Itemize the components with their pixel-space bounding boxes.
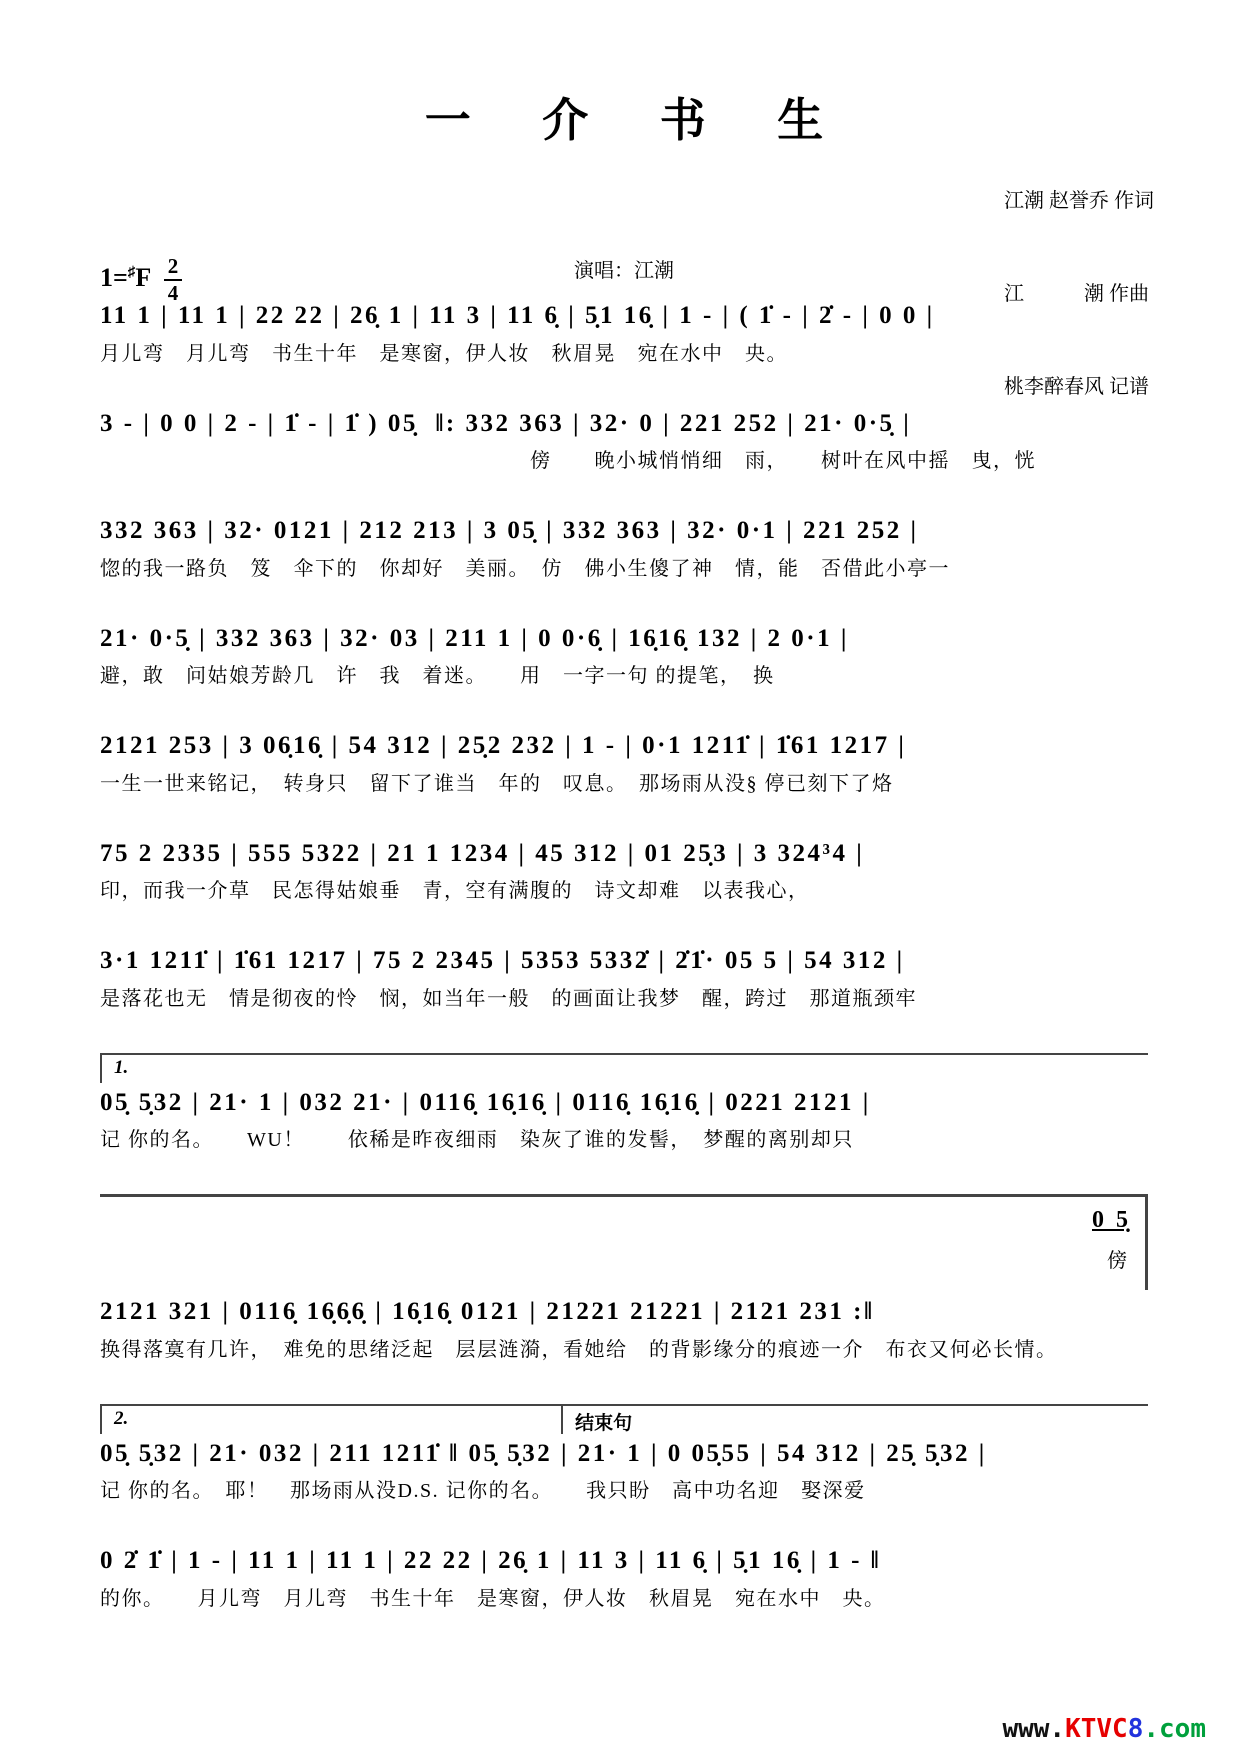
lyrics-line-11: 的你。 月儿弯 月儿弯 书生十年 是寒窗，伊人妆 秋眉晃 宛在水中 央。 <box>100 1587 886 1610</box>
lyrics-line-7: 是落花也无 情是彻夜的怜 悯，如当年一般 的画面让我梦 醒，跨过 那道瓶颈牢 <box>100 987 917 1010</box>
credit-transcriber: 桃李醉春风 记谱 <box>1004 376 1149 398</box>
performer-label: 演唱：江潮 <box>574 260 674 282</box>
lyrics-line-3: 惚的我一路负 笈 伞下的 你却好 美丽。 仿 佛小生傻了神 情，能 否借此小亭一 <box>100 557 950 580</box>
score-meta-row <box>100 254 1148 305</box>
watermark-8: 8 <box>1127 1714 1144 1744</box>
system-6 <box>100 838 1148 904</box>
notation-line-9: 2121 321 | 0116̣ 16̣6̣6̣ | 16̣16̣ 0121 | 21221 21221 | 2121 231 :‖ <box>100 1298 875 1325</box>
notation-line-2: 3 - | 0 0 | 2 - | 1̇ - | 1̇ ) 05̣ ‖: 332 363 | 32· 0 | 221 252 | 21· 0·5̣ | <box>100 409 912 437</box>
lyrics-line-8: 记 你的名。 WU！ 依稀是昨夜细雨 染灰了谁的发髻， 梦醒的离别却只 <box>100 1129 854 1151</box>
watermark-ktvc: KTVC <box>1065 1714 1128 1744</box>
system-8 <box>100 1053 1148 1153</box>
coda-label: 结束句 <box>561 1404 1148 1434</box>
lyrics-line-5: 一生一世来铭记， 转身只 留下了谁当 年的 叹息。 那场雨从没§ 停已刻下了烙 <box>100 772 894 795</box>
system-7 <box>100 945 1148 1011</box>
system-11 <box>100 1545 1148 1611</box>
system-2 <box>100 408 1148 474</box>
notation-line-10: 05̣ 5̣32 | 21· 032 | 211 1211̇ ‖ 05̣ 5̣32 | 21· 1 | 0 05̣55 | 54 312 | 25̣ 5̣32 | <box>100 1439 987 1467</box>
notation-line-5: 2121 253 | 3 06̣16̣ | 54 312 | 25̣2 232 | 1 - | 0·1 1211̇ | 1̇61 1217 | <box>100 732 907 759</box>
lyrics-line-1: 月儿弯 月儿弯 书生十年 是寒窗，伊人妆 秋眉晃 宛在水中 央。 <box>100 342 788 365</box>
system-9 <box>100 1194 1148 1362</box>
volta-1-label: 1. <box>100 1053 1148 1083</box>
time-signature-denominator: 4 <box>167 281 179 305</box>
credit-composer: 江 潮 作曲 <box>1004 283 1149 305</box>
volta-2-label: 2. <box>100 1404 561 1434</box>
watermark-com: .com <box>1143 1714 1206 1744</box>
system-5 <box>100 730 1148 796</box>
credit-lyricist: 江潮 赵誉乔 作词 <box>1004 190 1154 212</box>
notation-line-3: 332 363 | 32· 0121 | 212 213 | 3 05̣ | 332 363 | 32· 0·1 | 221 252 | <box>100 517 919 544</box>
system-3 <box>100 515 1148 581</box>
notation-line-6: 75 2 2335 | 555 5322 | 21 1 1234 | 45 312 | 01 25̣3 | 3 324³4 | <box>100 839 865 867</box>
pickup-notes: 0 5̣ <box>1092 1207 1131 1233</box>
lyrics-line-10: 记 你的名。 耶！ 那场雨从没D.S. 记你的名。 我只盼 高中功名迎 娶深爱 <box>100 1480 866 1502</box>
volta-1-bracket <box>100 1053 1148 1083</box>
lyrics-line-4: 避，敢 问姑娘芳龄几 许 我 着迷。 用 一字一句 的提笔， 换 <box>100 665 775 687</box>
lyrics-line-2: 傍 晚小城悄悄细 雨， 树叶在风中摇 曳，恍 <box>530 450 1036 472</box>
pickup-lyric: 傍 <box>1107 1250 1127 1272</box>
lyrics-line-9: 换得落寞有几许， 难免的思绪泛起 层层涟漪，看她给 的背影缘分的痕迹一介 布衣又何必长情。 <box>100 1338 1058 1361</box>
time-signature-numerator: 2 <box>164 256 183 281</box>
notation-line-1: 11 1 | 11 1 | 22 22 | 26̣ 1 | 11 3 | 11 6̣ | 5̣1 16̣ | 1 - | ( 1̇ - | 2̇ - | 0 0 | <box>100 302 935 329</box>
volta-2-and-coda-brackets <box>100 1404 1148 1434</box>
notation-line-8: 05̣ 5̣32 | 21· 1 | 032 21· | 0116̣ 16̣16̣ | 0116̣ 16̣16̣ | 0221 2121 | <box>100 1088 871 1116</box>
notation-line-11: 0 2̇ 1̇ | 1 - | 11 1 | 11 1 | 22 22 | 26̣ 1 | 11 3 | 11 6̣ | 5̣1 16̣ | 1 - ‖ <box>100 1547 882 1574</box>
notation-line-4: 21· 0·5̣ | 332 363 | 32· 03 | 211 1 | 0 0·6̣ | 16̣16̣ 132 | 2 0·1 | <box>100 624 849 652</box>
notation-line-7: 3·1 1211̇ | 1̇61 1217 | 75 2 2345 | 5353 5332̇ | 2̇1̇· 05 5 | 54 312 | <box>100 947 905 974</box>
song-title: 一 介 书 生 <box>424 95 854 146</box>
watermark-link[interactable] <box>1002 1714 1206 1744</box>
key-prefix: 1= <box>100 262 128 292</box>
volta-1-bracket-continuation <box>100 1194 1148 1290</box>
system-4 <box>100 623 1148 689</box>
key-tonic: F <box>135 262 151 292</box>
system-1 <box>100 300 1148 366</box>
watermark-www: www. <box>1002 1714 1066 1744</box>
system-10 <box>100 1404 1148 1504</box>
lyrics-line-6: 印，而我一介草 民怎得姑娘垂 青，空有满腹的 诗文却难 以表我心， <box>100 880 810 902</box>
sharp-accidental-icon: ♯ <box>127 264 136 281</box>
